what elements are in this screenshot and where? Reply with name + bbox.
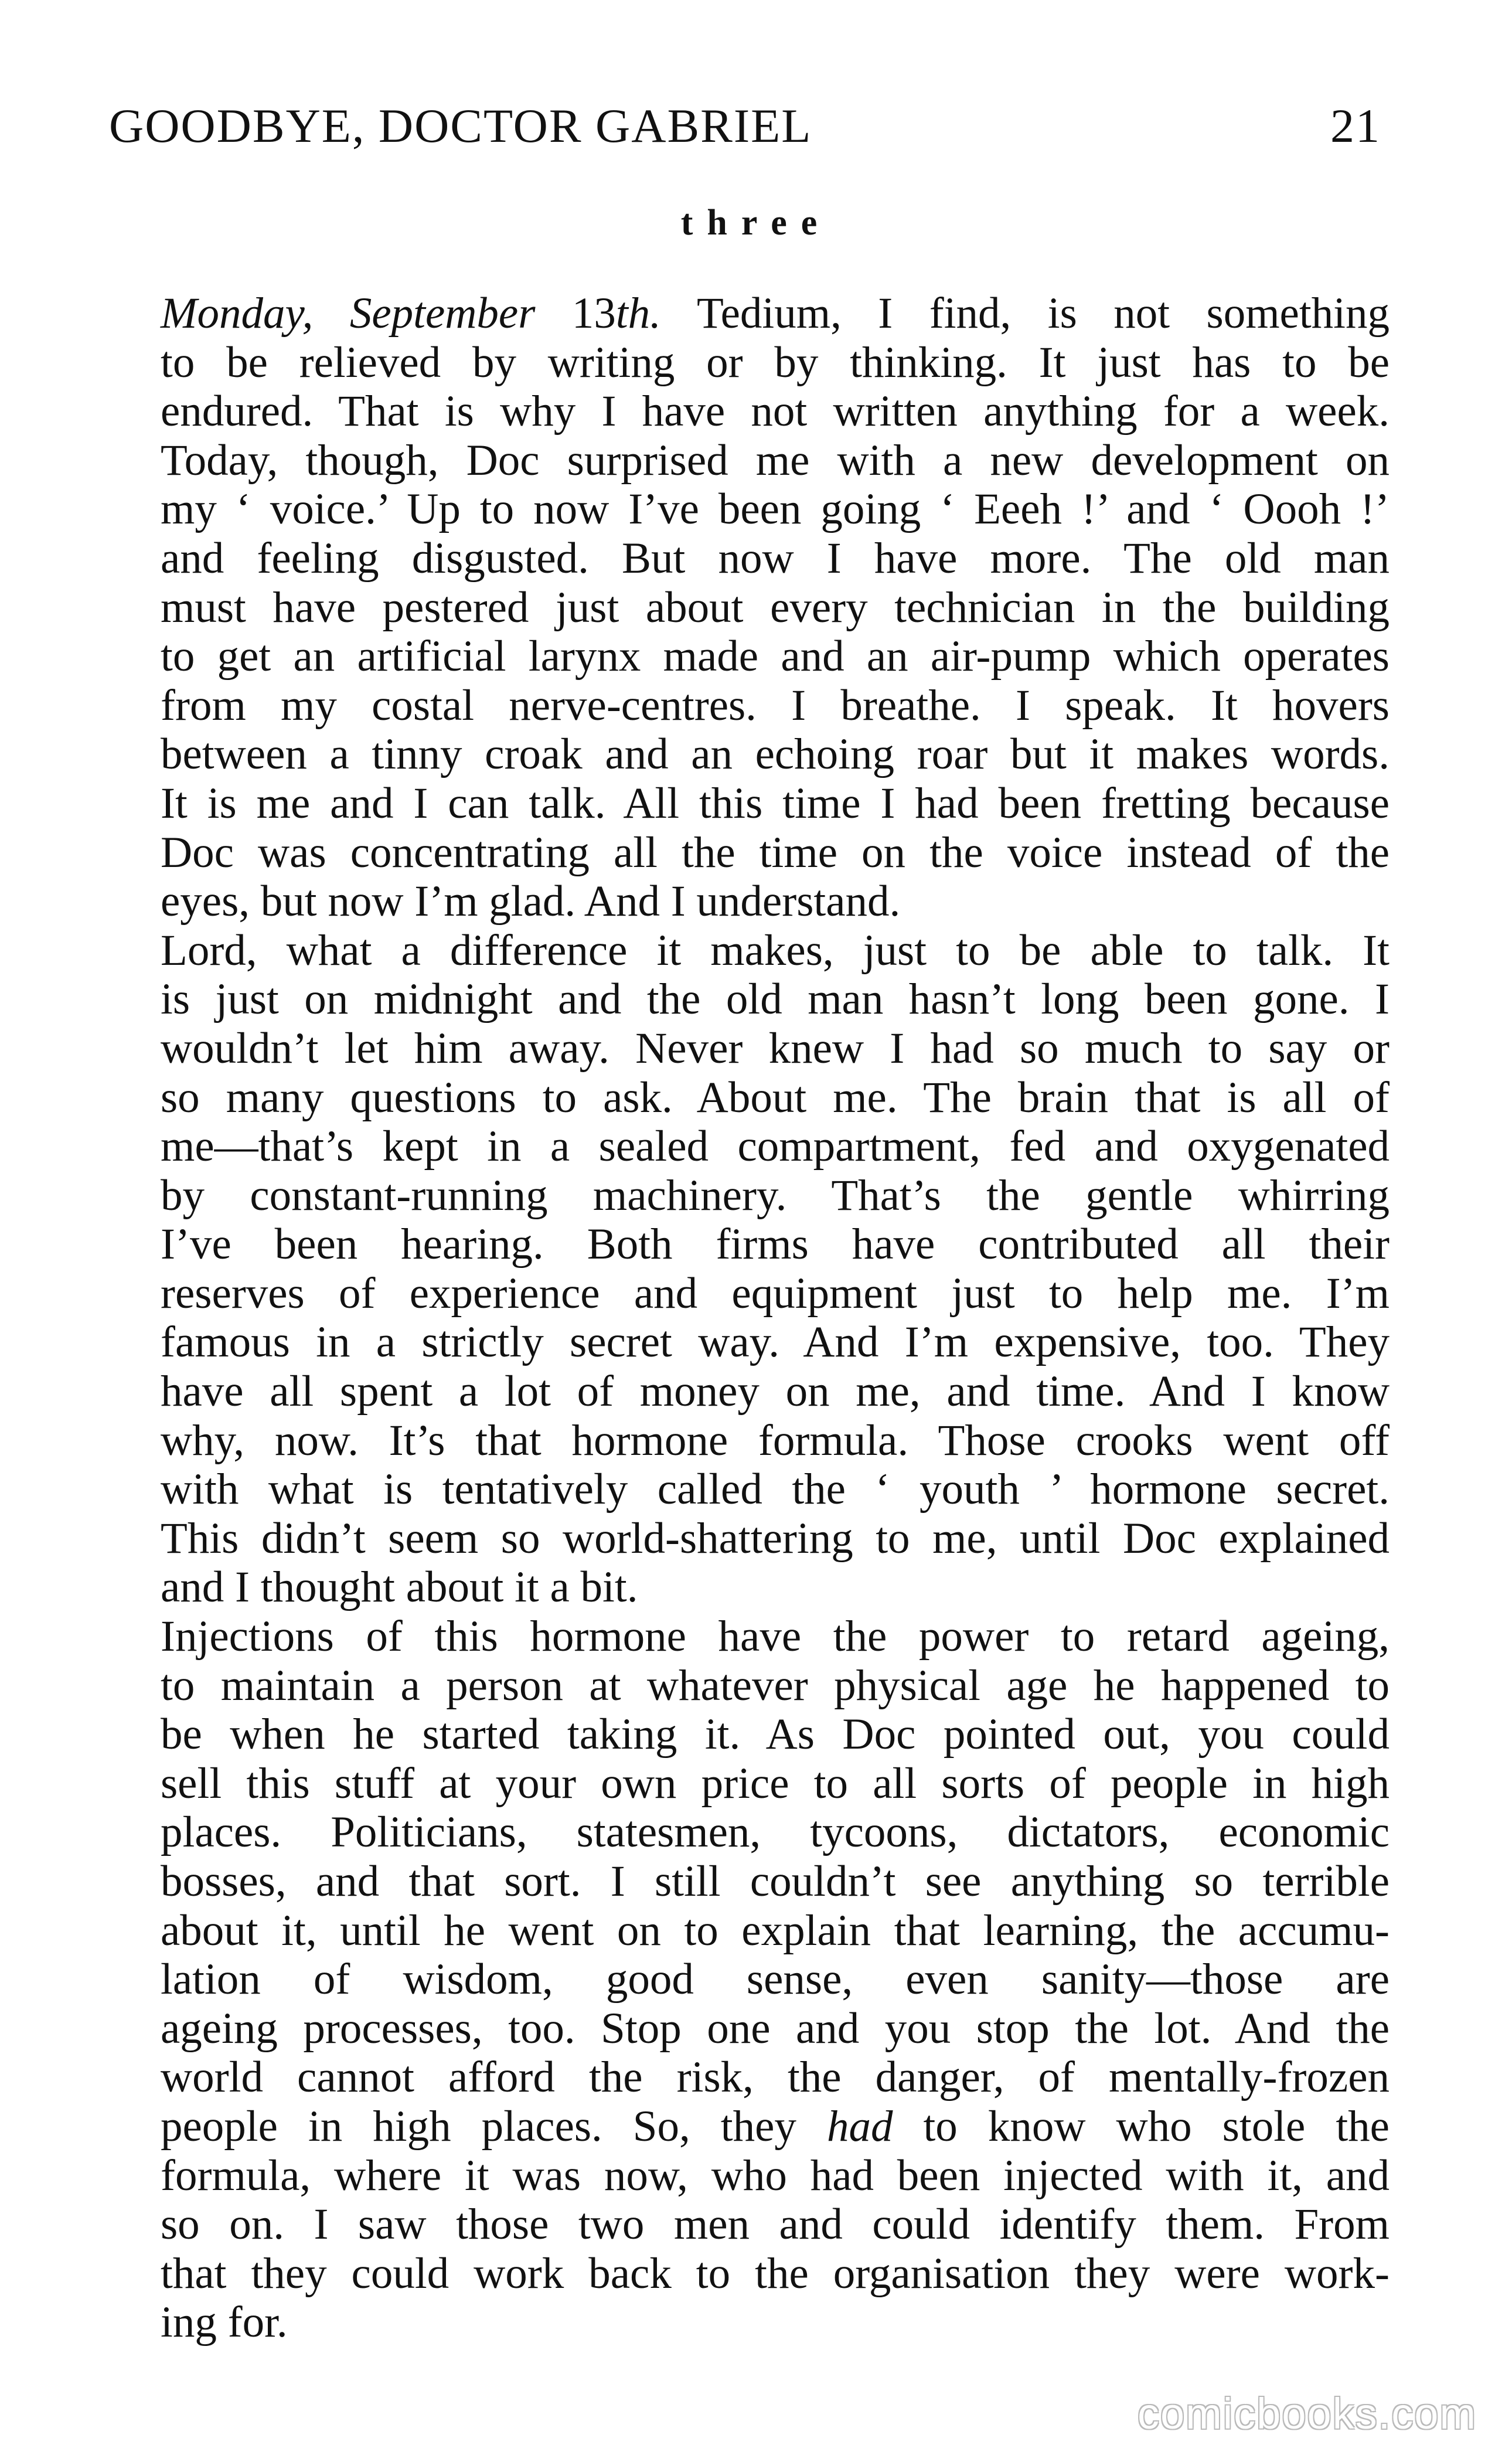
text-line: to get an artificial larynx made and an air-pump which operates <box>161 632 1390 681</box>
text-line: people in high places. So, they had to know who stole the <box>161 2101 1390 2151</box>
text-line: Today, though, Doc surprised me with a new development on <box>161 436 1390 485</box>
paragraph <box>109 289 1390 926</box>
text-line: It is me and I can talk. All this time I had been fretting because <box>161 778 1390 828</box>
text-line: is just on midnight and the old man hasn’t long been gone. I <box>161 975 1390 1024</box>
text-line: ageing processes, too. Stop one and you stop the lot. And the <box>161 2004 1390 2053</box>
watermark: comicbooks.com <box>1137 2389 1477 2438</box>
text-line: eyes, but now I’m glad. And I understand. <box>161 877 901 926</box>
running-head <box>109 94 1381 158</box>
book-title: GOODBYE, DOCTOR GABRIEL <box>109 99 812 152</box>
text-line: me—that’s kept in a sealed compartment, fed and oxygenated <box>161 1122 1390 1171</box>
text-line: by constant-running machinery. That’s the gentle whirring <box>161 1171 1390 1220</box>
text-line: famous in a strictly secret way. And I’m expensive, too. They <box>161 1318 1390 1367</box>
text-line: I’ve been hearing. Both firms have contributed all their <box>161 1220 1390 1269</box>
text-line: endured. That is why I have not written anything for a week. <box>161 387 1390 436</box>
text-line: sell this stuff at your own price to all sorts of people in high <box>161 1759 1390 1808</box>
text-line: formula, where it was now, who had been injected with it, and <box>161 2151 1390 2200</box>
text-line: be when he started taking it. As Doc pointed out, you could <box>161 1710 1390 1759</box>
page-number: 21 <box>1330 99 1381 152</box>
text-line: to maintain a person at whatever physical age he happened to <box>161 1661 1390 1710</box>
text-line: and I thought about it a bit. <box>161 1563 638 1612</box>
text-line: from my costal nerve-centres. I breathe. I speak. It hovers <box>161 681 1390 730</box>
text-line: with what is tentatively called the ‘ youth ’ hormone secret. <box>161 1465 1390 1514</box>
text-line: Lord, what a difference it makes, just to be able to talk. It <box>161 926 1390 975</box>
text-line: that they could work back to the organisation they were work- <box>161 2249 1390 2298</box>
text-line: Monday, September 13th. Tedium, I find, is not something <box>161 289 1390 338</box>
paragraph <box>109 926 1390 1612</box>
text-line: must have pestered just about every technician in the building <box>161 583 1390 632</box>
text-line: places. Politicians, statesmen, tycoons, dictators, economic <box>161 1808 1390 1857</box>
text-line: reserves of experience and equipment just to help me. I’m <box>161 1269 1390 1318</box>
text-line: have all spent a lot of money on me, and time. And I know <box>161 1367 1390 1416</box>
text-line: This didn’t seem so world-shattering to me, until Doc explained <box>161 1514 1390 1563</box>
text-line: and feeling disgusted. But now I have more. The old man <box>161 533 1390 583</box>
text-line: world cannot afford the risk, the danger, of mentally-frozen <box>161 2053 1390 2102</box>
text-line: lation of wisdom, good sense, even sanity—those are <box>161 1955 1390 2004</box>
text-line: Injections of this hormone have the power to retard ageing, <box>161 1612 1390 1661</box>
chapter-heading: three <box>680 203 832 243</box>
body-text <box>109 289 1390 2347</box>
text-line: so on. I saw those two men and could identify them. From <box>161 2200 1390 2249</box>
text-line: so many questions to ask. About me. The brain that is all of <box>161 1073 1390 1122</box>
text-line: Doc was concentrating all the time on the voice instead of the <box>161 828 1390 877</box>
text-line: my ‘ voice.’ Up to now I’ve been going ‘ Eeeh !’ and ‘ Oooh !’ <box>161 485 1390 534</box>
paragraph <box>109 1612 1390 2347</box>
text-line: to be relieved by writing or by thinking. It just has to be <box>161 338 1390 387</box>
text-line: why, now. It’s that hormone formula. Those crooks went off <box>161 1416 1390 1465</box>
text-line: wouldn’t let him away. Never knew I had so much to say or <box>161 1023 1390 1073</box>
text-line: bosses, and that sort. I still couldn’t see anything so terrible <box>161 1857 1390 1906</box>
text-line: ing for. <box>161 2298 288 2347</box>
text-line: about it, until he went on to explain that learning, the accumu- <box>161 1906 1390 1955</box>
text-line: between a tinny croak and an echoing roar but it makes words. <box>161 730 1390 779</box>
